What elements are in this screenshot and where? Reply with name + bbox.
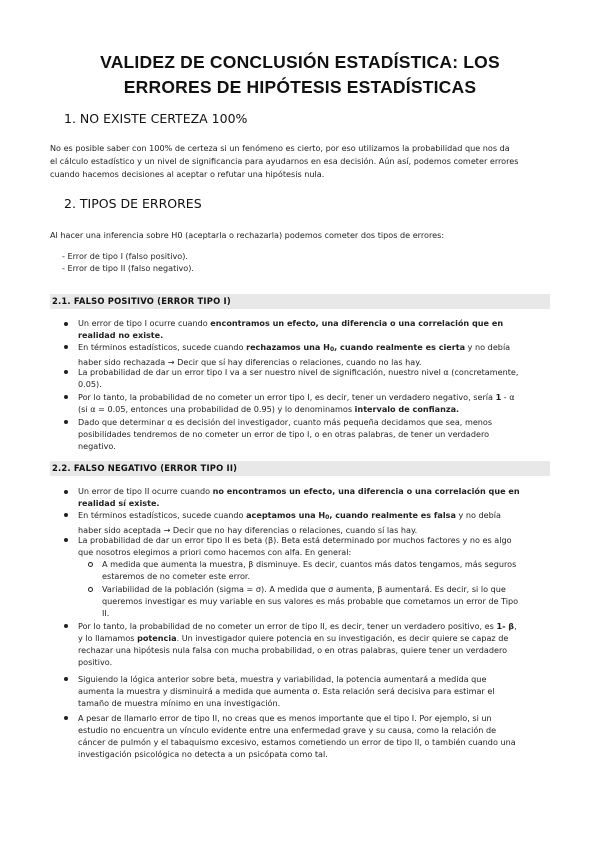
paragraph-line: No es posible saber con 100% de certeza si un fenómeno es cierto, por eso utilizamos la probabilidad que nos da [50, 143, 510, 153]
bullet-dot [64, 395, 68, 399]
list-item: Por lo tanto, la probabilidad de no cometer un error tipo I, es decir, tener un verdadero negativo, sería 1 - α (si α = 0.05, entonces una probabilidad de 0.95) y lo denominamos intervalo de confianza. [78, 392, 515, 415]
bullet-dot [64, 345, 68, 349]
list-item: Dado que determinar α es decisión del investigador, cuanto más pequeña decidamos que sea, menos posibilidades tendremos de no cometer un error de tipo I, o en otras palabras, de tener un verdadero negativo. [78, 417, 493, 452]
title-line-1: VALIDEZ DE CONCLUSIÓN ESTADÍSTICA: LOS [100, 52, 500, 72]
list-item: Un error de tipo II ocurre cuando no encontramos un efecto, una diferencia o una correlación que en realidad sí existe. [78, 486, 520, 509]
section-2-2-heading: 2.2. FALSO NEGATIVO (ERROR TIPO II) [50, 461, 550, 476]
bullet-dot [64, 490, 68, 494]
bullet-dot [64, 322, 68, 326]
section-2-intro: Al hacer una inferencia sobre H0 (aceptarla o rechazarla) podemos cometer dos tipos de errores: [50, 230, 445, 240]
bullet-dot [64, 420, 68, 424]
bullet-dot [64, 677, 68, 681]
section-1-heading: 1. NO EXISTE CERTEZA 100% [64, 111, 248, 126]
document-title [40, 50, 560, 100]
list-item: Siguiendo la lógica anterior sobre beta, muestra y variabilidad, la potencia aumentará a medida que aumenta la muestra y disminuirá a medida que aumenta σ. Esta relación será decisiva para estimar el tamaño de muestra mínimo en una investigación. [78, 674, 495, 709]
bullet-dot [64, 513, 68, 517]
section-2-1-heading: 2.1. FALSO POSITIVO (ERROR TIPO I) [50, 294, 550, 309]
list-item: Por lo tanto, la probabilidad de no cometer un error de tipo II, es decir, tener un verdadero positivo, es 1- β, y lo llamamos potencia. Un investigador quiere potencia en su investigación, es decir quiere se capaz de rechazar una hipótesis nula falsa con mucha probabilidad, o en otras palabras, quiere tener un verdadero positivo. [78, 621, 517, 668]
list-item: Un error de tipo I ocurre cuando encontramos un efecto, una diferencia o una correlación que en realidad no existe. [78, 318, 504, 341]
list-item: En términos estadísticos, sucede cuando aceptamos una $H_0$, cuando realmente es falsa y no debía haber sido aceptada → Decir que no hay diferencias o relaciones, cuando sí las hay. [78, 510, 502, 536]
section-2-heading: 2. TIPOS DE ERRORES [64, 196, 202, 211]
paragraph-line: cuando hacemos decisiones al aceptar o refutar una hipótesis nula. [50, 169, 325, 179]
bullet-dot [64, 716, 68, 720]
dash-item-error-1: - Error de tipo I (falso positivo). [62, 251, 188, 261]
bullet-dot [64, 624, 68, 628]
list-item: La probabilidad de dar un error tipo II es beta (β). Beta está determinado por muchos factores y no es algo que nosotros elegimos a priori como hacemos con alfa. En general: [78, 535, 512, 558]
bullet-dot [64, 370, 68, 374]
list-item: A pesar de llamarlo error de tipo II, no creas que es menos importante que el tipo I. Por ejemplo, si un estudio no encuentra un vínculo evidente entre una enfermedad grave y su causa, como la relación de cáncer de pulmón y el tabaquismo excesivo, estamos cometiendo un error de tipo II, o también cuando una investigación psicológica no detecta a un psicópata como tal. [78, 713, 516, 760]
sub-bullet-circle [88, 562, 93, 567]
dash-item-error-2: - Error de tipo II (falso negativo). [62, 263, 194, 273]
list-item: En términos estadísticos, sucede cuando rechazamos una $H_0$, cuando realmente es cierta y no debía haber sido rechazada → Decir que sí hay diferencias o relaciones, cuando no las hay. [78, 342, 511, 368]
sub-bullet-circle [88, 587, 93, 592]
sub-list-item: Variabilidad de la población (sigma = σ). A medida que σ aumenta, β aumentará. Es decir, si lo que queremos investigar es muy variable en sus valores es más probable que cometamos un error de Tipo II. [102, 584, 519, 619]
section-1-paragraph [50, 142, 550, 181]
list-item: La probabilidad de dar un error tipo I va a ser nuestro nivel de significación, nuestro nivel α (concretamente, 0.05). [78, 367, 519, 390]
bullet-dot [64, 538, 68, 542]
sub-list-item: A medida que aumenta la muestra, β disminuye. Es decir, cuantos más datos tengamos, más seguros estaremos de no cometer este error. [102, 559, 517, 582]
title-line-2: ERRORES DE HIPÓTESIS ESTADÍSTICAS [123, 77, 477, 97]
paragraph-line: el cálculo estadístico y un nivel de significancia para ayudarnos en esa decisión. Aún así, podemos cometer errores [50, 156, 519, 166]
